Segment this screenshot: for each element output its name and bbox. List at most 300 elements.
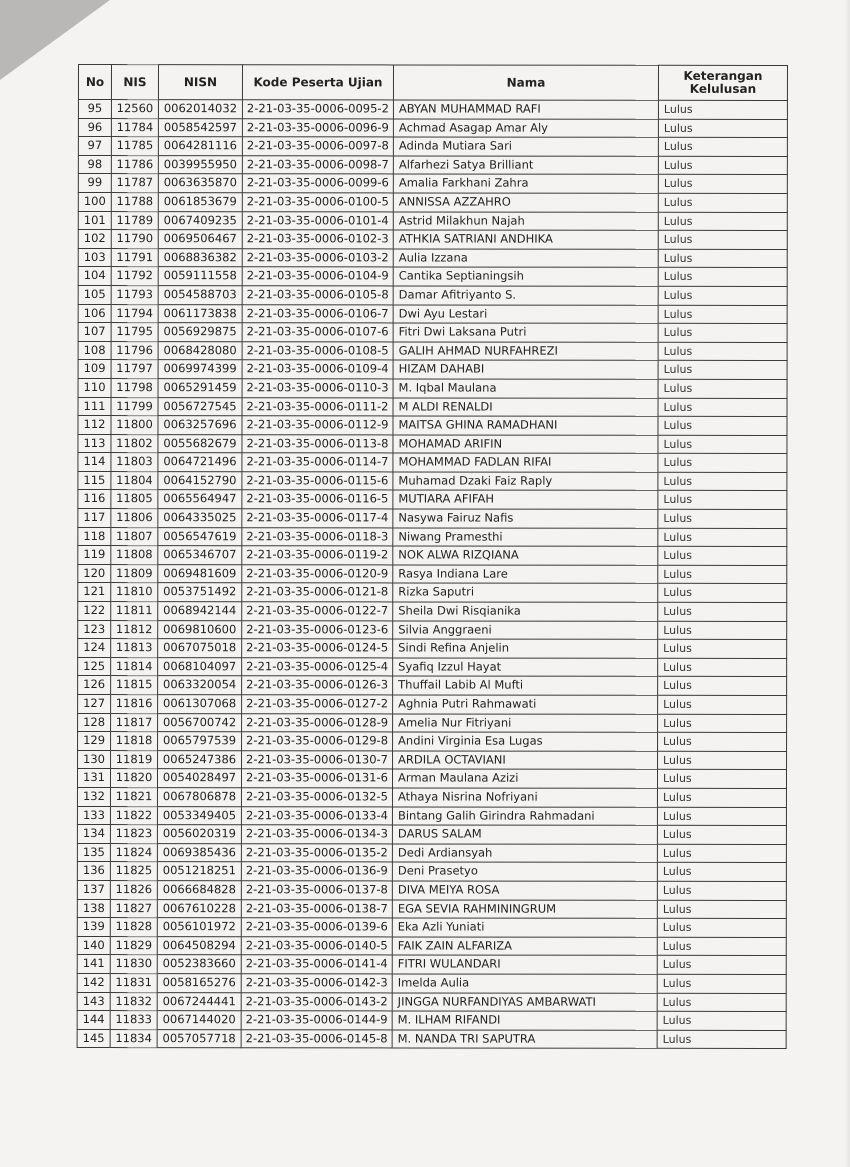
cell-nama: Bintang Galih Girindra Rahmadani [392,807,657,826]
cell-nis: 11812 [111,620,158,639]
cell-nama: Imelda Aulia [392,974,657,993]
cell-kode-peserta: 2-21-03-35-0006-0116-5 [242,490,393,509]
table-row [78,546,787,566]
cell-keterangan: Lulus [658,305,787,324]
cell-keterangan: Lulus [658,547,787,566]
cell-keterangan: Lulus [657,974,786,993]
cell-no: 126 [78,676,111,695]
cell-kode-peserta: 2-21-03-35-0006-0134-3 [241,825,392,844]
cell-nisn: 0065291459 [158,379,242,398]
cell-nama: MAITSA GHINA RAMADHANI [393,416,658,435]
cell-nisn: 0064721496 [158,453,242,472]
cell-nisn: 0063320054 [158,676,242,695]
cell-nis: 11788 [111,193,158,212]
table-row [78,639,787,659]
table-row [78,416,787,436]
cell-keterangan: Lulus [658,435,787,454]
cell-nis: 11831 [110,973,157,992]
cell-nisn: 0067806878 [157,788,241,807]
table-row [77,955,786,975]
cell-nis: 11833 [110,1011,157,1030]
cell-nisn: 0068942144 [158,602,242,621]
cell-keterangan: Lulus [657,956,786,975]
header-no: No [78,65,111,100]
cell-keterangan: Lulus [657,993,786,1012]
cell-kode-peserta: 2-21-03-35-0006-0106-7 [242,304,393,323]
table-row [78,248,787,268]
table-row [78,564,787,584]
cell-kode-peserta: 2-21-03-35-0006-0112-9 [242,416,393,435]
table-row [77,806,786,826]
cell-no: 112 [78,416,111,435]
cell-kode-peserta: 2-21-03-35-0006-0121-8 [242,583,393,602]
cell-nama: Sheila Dwi Risqianika [393,602,658,621]
cell-nisn: 0065247386 [158,750,242,769]
cell-nama: Niwang Pramesthi [393,528,658,547]
table-row [78,434,787,454]
cell-nis: 11784 [111,118,158,137]
cell-no: 104 [78,267,111,286]
cell-no: 120 [78,564,111,583]
cell-nis: 11800 [111,416,158,435]
cell-keterangan: Lulus [658,714,787,733]
cell-nama: NOK ALWA RIZQIANA [393,546,658,565]
cell-kode-peserta: 2-21-03-35-0006-0113-8 [242,434,393,453]
cell-no: 138 [77,899,110,918]
table-row [77,1011,786,1031]
header-nisn: NISN [158,65,242,100]
cell-nama: GALIH AHMAD NURFAHREZI [393,342,658,361]
cell-nisn: 0068428080 [158,341,242,360]
cell-kode-peserta: 2-21-03-35-0006-0130-7 [242,751,393,770]
cell-kode-peserta: 2-21-03-35-0006-0126-3 [242,676,393,695]
cell-no: 140 [77,936,110,955]
cell-nisn: 0065564947 [158,490,242,509]
table-row [78,155,787,175]
cell-kode-peserta: 2-21-03-35-0006-0096-9 [242,118,393,137]
cell-kode-peserta: 2-21-03-35-0006-0100-5 [242,193,393,212]
cell-nis: 11809 [111,564,158,583]
cell-nisn: 0059111558 [158,267,242,286]
cell-nama: Muhamad Dzaki Faiz Raply [393,472,658,491]
cell-nis: 11817 [111,713,158,732]
cell-nisn: 0069974399 [158,360,242,379]
cell-kode-peserta: 2-21-03-35-0006-0114-7 [242,453,393,472]
cell-nis: 11793 [111,285,158,304]
cell-kode-peserta: 2-21-03-35-0006-0124-5 [242,639,393,658]
header-nis: NIS [111,65,158,100]
cell-no: 143 [77,992,110,1011]
cell-kode-peserta: 2-21-03-35-0006-0098-7 [242,156,393,175]
cell-kode-peserta: 2-21-03-35-0006-0104-9 [242,267,393,286]
cell-keterangan: Lulus [658,323,787,342]
cell-kode-peserta: 2-21-03-35-0006-0137-8 [241,881,392,900]
cell-no: 119 [78,546,111,565]
cell-keterangan: Lulus [658,472,787,491]
cell-nama: Amelia Nur Fitriyani [393,714,658,733]
table-row [77,899,786,919]
table-row [78,676,787,696]
table-row [78,509,787,529]
cell-nis: 11823 [110,825,157,844]
cell-nama: M ALDI RENALDI [393,397,658,416]
cell-kode-peserta: 2-21-03-35-0006-0139-6 [241,918,392,937]
table-row [78,323,787,343]
cell-nama: Dedi Ardiansyah [392,844,657,863]
table-row [78,174,787,194]
cell-nisn: 0054588703 [158,286,242,305]
cell-kode-peserta: 2-21-03-35-0006-0118-3 [242,527,393,546]
cell-kode-peserta: 2-21-03-35-0006-0138-7 [241,899,392,918]
cell-kode-peserta: 2-21-03-35-0006-0144-9 [241,1011,392,1030]
cell-nisn: 0051218251 [157,862,241,881]
cell-nama: HIZAM DAHABI [393,360,658,379]
cell-keterangan: Lulus [658,268,787,287]
cell-nis: 11790 [111,230,158,249]
cell-nis: 11828 [110,918,157,937]
cell-keterangan: Lulus [657,900,786,919]
cell-nisn: 0055682679 [158,434,242,453]
cell-keterangan: Lulus [658,640,787,659]
cell-kode-peserta: 2-21-03-35-0006-0103-2 [242,248,393,267]
cell-keterangan: Lulus [658,416,787,435]
cell-nisn: 0069385436 [157,843,241,862]
cell-no: 107 [78,323,111,342]
cell-no: 99 [78,174,111,193]
cell-kode-peserta: 2-21-03-35-0006-0115-6 [242,472,393,491]
cell-no: 121 [78,583,111,602]
cell-nisn: 0067244441 [157,992,241,1011]
cell-nis: 11807 [111,527,158,546]
cell-no: 95 [78,100,111,119]
header-kode-peserta: Kode Peserta Ujian [242,65,393,100]
cell-nama: Astrid Milakhun Najah [393,212,658,231]
cell-nama: ABYAN MUHAMMAD RAFI [393,100,658,119]
cell-nisn: 0065797539 [158,732,242,751]
table-body [77,100,787,1049]
cell-nisn: 0062014032 [158,100,242,119]
cell-nisn: 0039955950 [158,155,242,174]
cell-nama: FAIK ZAIN ALFARIZA [392,937,657,956]
cell-keterangan: Lulus [658,621,787,640]
cell-nis: 11797 [111,360,158,379]
cell-nisn: 0067409235 [158,211,242,230]
cell-keterangan: Lulus [658,732,787,751]
cell-nisn: 0063257696 [158,416,242,435]
table-row [78,471,787,491]
header-nama: Nama [393,65,658,100]
cell-nis: 12560 [111,100,158,119]
header-keterangan: Keterangan Kelulusan [658,65,787,100]
cell-nama: MUTIARA AFIFAH [393,490,658,509]
cell-nisn: 0061853679 [158,193,242,212]
cell-kode-peserta: 2-21-03-35-0006-0142-3 [241,974,392,993]
cell-nis: 11808 [111,546,158,565]
cell-nisn: 0057057718 [157,1029,241,1048]
cell-nama: ARDILA OCTAVIANI [393,751,658,770]
cell-keterangan: Lulus [658,342,787,361]
table-row [77,825,786,845]
cell-no: 117 [78,509,111,528]
cell-nis: 11789 [111,211,158,230]
cell-keterangan: Lulus [657,1011,786,1030]
cell-nisn: 0064335025 [158,509,242,528]
cell-nis: 11785 [111,137,158,156]
cell-nama: Nasywa Fairuz Nafis [393,509,658,528]
cell-no: 136 [77,862,110,881]
cell-nama: FITRI WULANDARI [392,955,657,974]
cell-keterangan: Lulus [658,677,787,696]
cell-no: 139 [77,918,110,937]
cell-nisn: 0064281116 [158,137,242,156]
cell-nisn: 0068836382 [158,248,242,267]
cell-no: 114 [78,453,111,472]
cell-kode-peserta: 2-21-03-35-0006-0097-8 [242,137,393,156]
cell-nisn: 0053751492 [158,583,242,602]
cell-no: 144 [77,1011,110,1030]
cell-keterangan: Lulus [658,119,787,138]
cell-kode-peserta: 2-21-03-35-0006-0109-4 [242,360,393,379]
cell-kode-peserta: 2-21-03-35-0006-0133-4 [241,806,392,825]
cell-nis: 11805 [111,490,158,509]
cell-keterangan: Lulus [657,770,786,789]
table-row [78,211,787,231]
cell-kode-peserta: 2-21-03-35-0006-0119-2 [242,546,393,565]
cell-no: 103 [78,248,111,267]
cell-keterangan: Lulus [658,695,787,714]
cell-nisn: 0053349405 [157,806,241,825]
cell-nisn: 0067144020 [157,1011,241,1030]
table-row [77,843,786,863]
table-row [78,453,787,473]
cell-keterangan: Lulus [658,528,787,547]
cell-kode-peserta: 2-21-03-35-0006-0143-2 [241,992,392,1011]
cell-kode-peserta: 2-21-03-35-0006-0132-5 [241,788,392,807]
table-row [77,936,786,956]
cell-keterangan: Lulus [658,230,787,249]
cell-nis: 11813 [111,639,158,658]
cell-nis: 11795 [111,323,158,342]
cell-no: 123 [78,620,111,639]
cell-nama: Sindi Refina Anjelin [393,639,658,658]
cell-nis: 11818 [111,732,158,751]
cell-keterangan: Lulus [657,807,786,826]
cell-nisn: 0069481609 [158,564,242,583]
cell-nisn: 0064152790 [158,471,242,490]
cell-nisn: 0067075018 [158,639,242,658]
cell-kode-peserta: 2-21-03-35-0006-0145-8 [241,1029,392,1048]
cell-nama: Athaya Nisrina Nofriyani [392,788,657,807]
table-row [78,360,787,380]
cell-kode-peserta: 2-21-03-35-0006-0131-6 [241,769,392,788]
cell-nisn: 0056700742 [158,713,242,732]
graduation-table [77,64,788,1049]
table-row [78,230,787,250]
cell-nisn: 0066684828 [157,881,241,900]
table-header-row [78,65,787,101]
cell-keterangan: Lulus [658,137,787,156]
table-row [78,341,787,361]
cell-keterangan: Lulus [658,249,787,268]
cell-nama: Rasya Indiana Lare [393,565,658,584]
cell-no: 124 [78,639,111,658]
page-edge-shadow [844,0,850,1167]
table-row [78,118,787,138]
cell-nama: Aulia Izzana [393,249,658,268]
cell-keterangan: Lulus [658,509,787,528]
cell-nis: 11825 [110,862,157,881]
cell-kode-peserta: 2-21-03-35-0006-0099-6 [242,174,393,193]
cell-keterangan: Lulus [658,398,787,417]
cell-nis: 11787 [111,174,158,193]
cell-no: 98 [78,155,111,174]
cell-no: 96 [78,118,111,137]
cell-nis: 11804 [111,471,158,490]
cell-nis: 11822 [110,806,157,825]
table-row [77,862,786,882]
table-row [77,973,786,993]
cell-no: 122 [78,602,111,621]
cell-nis: 11815 [111,676,158,695]
cell-nis: 11821 [110,788,157,807]
table-row [78,713,787,733]
cell-nis: 11824 [110,843,157,862]
cell-no: 130 [78,750,111,769]
cell-nisn: 0068104097 [158,657,242,676]
table-row [78,304,787,324]
cell-no: 135 [77,843,110,862]
cell-nisn: 0058542597 [158,118,242,137]
cell-nama: Amalia Farkhani Zahra [393,174,658,193]
cell-nama: Andini Virginia Esa Lugas [393,732,658,751]
cell-nisn: 0056727545 [158,397,242,416]
cell-nis: 11829 [110,936,157,955]
table-row [78,750,787,770]
cell-nama: Silvia Anggraeni [393,621,658,640]
cell-kode-peserta: 2-21-03-35-0006-0123-6 [242,620,393,639]
cell-kode-peserta: 2-21-03-35-0006-0140-5 [241,936,392,955]
cell-nis: 11819 [111,750,158,769]
cell-nisn: 0061173838 [158,304,242,323]
cell-nama: Aghnia Putri Rahmawati [393,695,658,714]
table-row [77,787,786,807]
cell-nama: ATHKIA SATRIANI ANDHIKA [393,230,658,249]
cell-nama: Dwi Ayu Lestari [393,304,658,323]
cell-kode-peserta: 2-21-03-35-0006-0117-4 [242,509,393,528]
cell-nisn: 0052383660 [157,955,241,974]
cell-no: 118 [78,527,111,546]
cell-kode-peserta: 2-21-03-35-0006-0129-8 [242,732,393,751]
cell-kode-peserta: 2-21-03-35-0006-0135-2 [241,843,392,862]
table-row [77,769,786,789]
table-row [78,620,787,640]
cell-keterangan: Lulus [658,361,787,380]
cell-keterangan: Lulus [657,937,786,956]
cell-keterangan: Lulus [658,212,787,231]
cell-keterangan: Lulus [658,751,787,770]
cell-nis: 11834 [110,1029,157,1048]
table-row [78,657,787,677]
cell-no: 145 [77,1029,110,1048]
cell-nisn: 0054028497 [157,769,241,788]
cell-kode-peserta: 2-21-03-35-0006-0122-7 [242,602,393,621]
cell-kode-peserta: 2-21-03-35-0006-0136-9 [241,862,392,881]
cell-no: 100 [78,192,111,211]
cell-kode-peserta: 2-21-03-35-0006-0111-2 [242,397,393,416]
table-row [78,732,787,752]
table-row [78,192,787,212]
cell-keterangan: Lulus [658,286,787,305]
cell-keterangan: Lulus [658,565,787,584]
cell-no: 131 [77,769,110,788]
cell-keterangan: Lulus [658,156,787,175]
table-row [77,992,786,1012]
cell-no: 108 [78,341,111,360]
cell-keterangan: Lulus [657,844,786,863]
cell-nama: Rizka Saputri [393,583,658,602]
cell-keterangan: Lulus [658,193,787,212]
cell-kode-peserta: 2-21-03-35-0006-0125-4 [242,658,393,677]
cell-kode-peserta: 2-21-03-35-0006-0110-3 [242,379,393,398]
table-row [78,285,787,305]
table-row [77,918,786,938]
cell-keterangan: Lulus [657,825,786,844]
cell-nis: 11806 [111,509,158,528]
cell-kode-peserta: 2-21-03-35-0006-0128-9 [242,713,393,732]
cell-keterangan: Lulus [658,584,787,603]
table-row [78,527,787,547]
cell-nama: Achmad Asagap Amar Aly [393,119,658,138]
cell-nisn: 0065346707 [158,546,242,565]
cell-nama: M. ILHAM RIFANDI [392,1011,657,1030]
cell-nis: 11810 [111,583,158,602]
cell-keterangan: Lulus [657,1030,786,1049]
cell-nama: JINGGA NURFANDIYAS AMBARWATI [392,992,657,1011]
cell-no: 109 [78,360,111,379]
table-row [78,100,787,120]
cell-no: 111 [78,397,111,416]
cell-nama: Syafiq Izzul Hayat [393,658,658,677]
cell-nama: EGA SEVIA RAHMININGRUM [392,899,657,918]
cell-kode-peserta: 2-21-03-35-0006-0105-8 [242,286,393,305]
cell-nisn: 0056547619 [158,527,242,546]
cell-nisn: 0056929875 [158,323,242,342]
table-row [78,602,787,622]
cell-nis: 11820 [110,769,157,788]
cell-nisn: 0064508294 [157,936,241,955]
cell-kode-peserta: 2-21-03-35-0006-0107-6 [242,323,393,342]
cell-nis: 11826 [110,880,157,899]
cell-nisn: 0056020319 [157,825,241,844]
table-row [78,378,787,398]
cell-nama: Deni Prasetyo [392,862,657,881]
cell-nama: M. NANDA TRI SAPUTRA [392,1030,657,1049]
cell-no: 134 [77,825,110,844]
cell-no: 125 [78,657,111,676]
cell-no: 106 [78,304,111,323]
cell-no: 142 [77,973,110,992]
cell-nama: DIVA MEIYA ROSA [392,881,657,900]
cell-nama: Cantika Septianingsih [393,267,658,286]
cell-kode-peserta: 2-21-03-35-0006-0141-4 [241,955,392,974]
cell-nisn: 0058165276 [157,974,241,993]
cell-no: 101 [78,211,111,230]
table-row [77,880,786,900]
cell-keterangan: Lulus [658,491,787,510]
cell-nama: Adinda Mutiara Sari [393,137,658,156]
cell-keterangan: Lulus [657,918,786,937]
cell-nis: 11798 [111,378,158,397]
